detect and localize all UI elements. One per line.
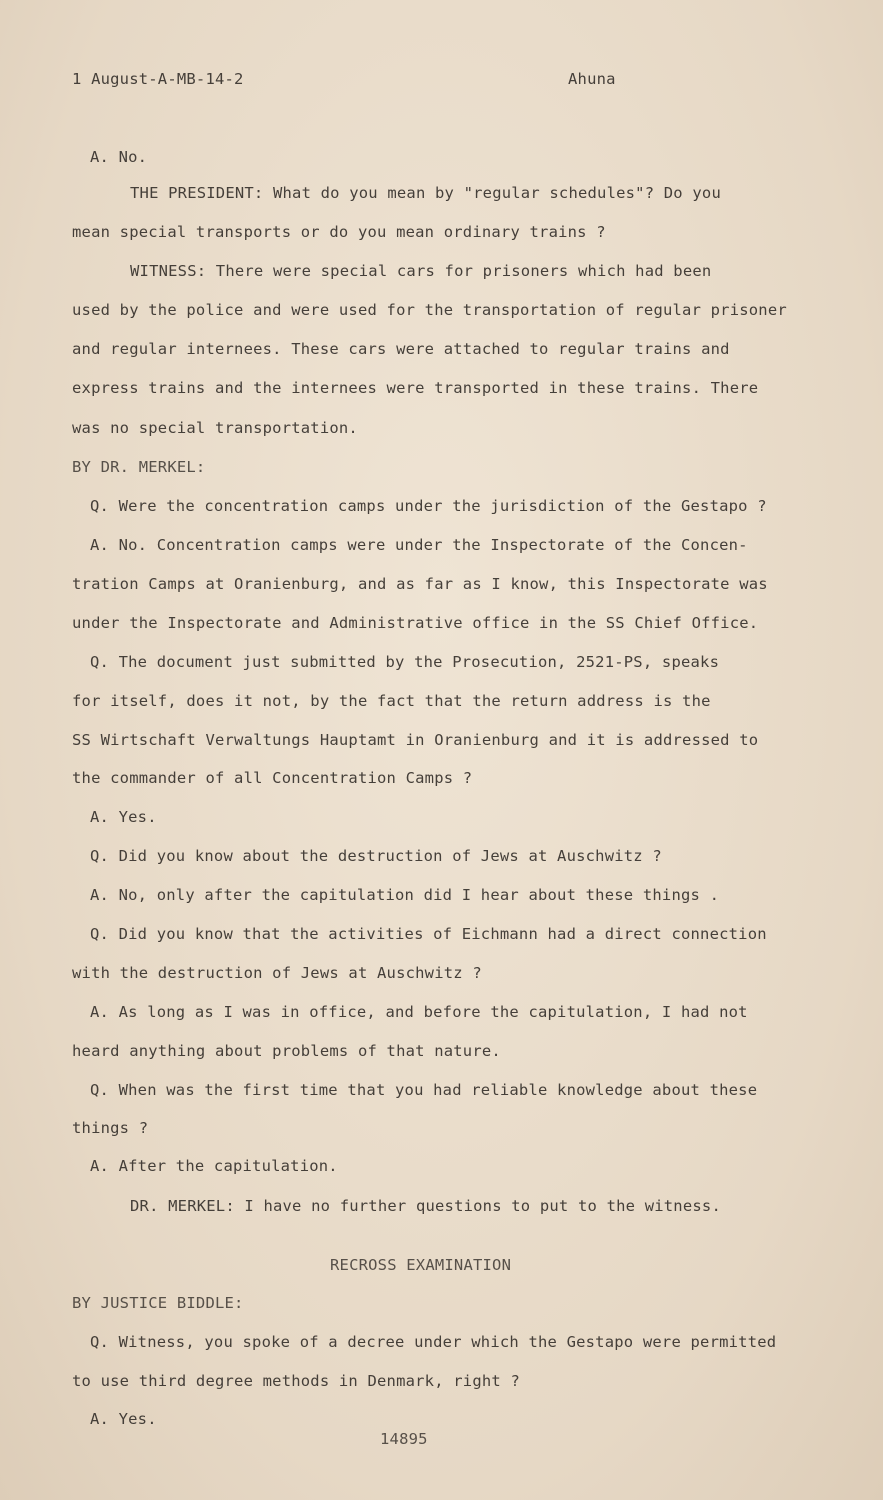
question-line: Q. Did you know that the activities of Eichmann had a direct connection [90, 925, 767, 943]
answer-line: A. Yes. [90, 1410, 157, 1428]
body-line: under the Inspectorate and Administrative office in the SS Chief Office. [72, 614, 759, 632]
president-question: THE PRESIDENT: What do you mean by "regular schedules"? Do you [130, 184, 721, 202]
body-line: express trains and the internees were transported in these trains. There [72, 379, 759, 397]
question-line: Q. The document just submitted by the Prosecution, 2521-PS, speaks [90, 653, 720, 671]
body-line: things ? [72, 1119, 149, 1137]
body-line: SS Wirtschaft Verwaltungs Hauptamt in Oranienburg and it is addressed to [72, 731, 759, 749]
body-line: tration Camps at Oranienburg, and as far as I know, this Inspectorate was [72, 575, 768, 593]
answer-line: A. No. Concentration camps were under the Inspectorate of the Concen- [90, 536, 748, 554]
body-line: heard anything about problems of that nature. [72, 1042, 501, 1060]
witness-statement: WITNESS: There were special cars for prisoners which had been [130, 262, 712, 280]
question-line: Q. Did you know about the destruction of Jews at Auschwitz ? [90, 847, 662, 865]
body-line: and regular internees. These cars were attached to regular trains and [72, 340, 730, 358]
merkel-statement: DR. MERKEL: I have no further questions to put to the witness. [130, 1197, 721, 1215]
body-line: to use third degree methods in Denmark, right ? [72, 1372, 520, 1390]
header-reporter: Ahuna [568, 70, 616, 88]
body-line: mean special transports or do you mean ordinary trains ? [72, 223, 606, 241]
section-heading: RECROSS EXAMINATION [330, 1256, 512, 1274]
examiner-heading: BY DR. MERKEL: [72, 458, 206, 476]
question-line: Q. Witness, you spoke of a decree under which the Gestapo were permitted [90, 1333, 777, 1351]
body-line: for itself, does it not, by the fact that the return address is the [72, 692, 711, 710]
examiner-heading: BY JUSTICE BIDDLE: [72, 1294, 244, 1312]
body-line: was no special transportation. [72, 419, 358, 437]
answer-line: A. No. [90, 148, 148, 166]
answer-line: A. Yes. [90, 808, 157, 826]
page-number: 14895 [380, 1430, 428, 1448]
answer-line: A. As long as I was in office, and before the capitulation, I had not [90, 1003, 748, 1021]
body-line: used by the police and were used for the transportation of regular prisoner [72, 301, 787, 319]
body-line: with the destruction of Jews at Auschwitz ? [72, 964, 482, 982]
answer-line: A. After the capitulation. [90, 1157, 338, 1175]
answer-line: A. No, only after the capitulation did I hear about these things . [90, 886, 720, 904]
question-line: Q. When was the first time that you had reliable knowledge about these [90, 1081, 758, 1099]
body-line: the commander of all Concentration Camps ? [72, 769, 473, 787]
question-line: Q. Were the concentration camps under the jurisdiction of the Gestapo ? [90, 497, 767, 515]
header-date-code: 1 August-A-MB-14-2 [72, 70, 244, 88]
